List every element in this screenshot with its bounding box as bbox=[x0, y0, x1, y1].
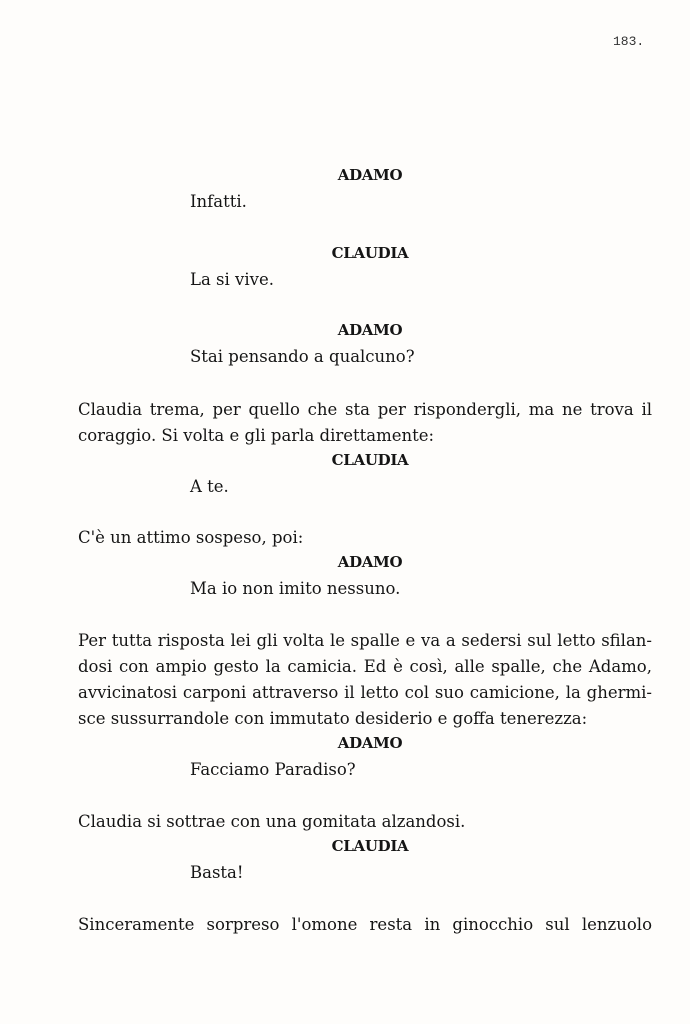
speaker-name: ADAMO bbox=[337, 166, 403, 184]
speaker-name: CLAUDIA bbox=[331, 451, 409, 469]
speaker-name: CLAUDIA bbox=[331, 244, 409, 262]
action-line: Sinceramente sorpreso l'omone resta in ginocchio sul lenzuolo bbox=[78, 915, 652, 934]
action-line: dosi con ampio gesto la camicia. Ed è così, alle spalle, che Adamo, bbox=[78, 657, 652, 676]
dialogue-line: Facciamo Paradiso? bbox=[190, 760, 356, 779]
action-line: sce sussurrandole con immutato desiderio e goffa tenerezza: bbox=[78, 709, 588, 728]
dialogue-line: Stai pensando a qualcuno? bbox=[190, 347, 415, 366]
dialogue-line: Infatti. bbox=[190, 192, 247, 211]
action-line: avvicinatosi carponi attraverso il letto col suo camicione, la ghermi- bbox=[78, 683, 652, 702]
dialogue-line: A te. bbox=[190, 477, 229, 496]
action-line: Claudia trema, per quello che sta per rispondergli, ma ne trova il bbox=[78, 400, 652, 419]
speaker-name: CLAUDIA bbox=[331, 837, 409, 855]
speaker-name: ADAMO bbox=[337, 734, 403, 752]
action-line: Per tutta risposta lei gli volta le spalle e va a sedersi sul letto sfilan- bbox=[78, 631, 652, 650]
dialogue-line: Ma io non imito nessuno. bbox=[190, 579, 401, 598]
action-line: coraggio. Si volta e gli parla direttamente: bbox=[78, 426, 435, 445]
speaker-name: ADAMO bbox=[337, 321, 403, 339]
action-line: Claudia si sottrae con una gomitata alzandosi. bbox=[78, 812, 466, 831]
page-number: 183. bbox=[613, 34, 645, 49]
dialogue-line: La si vive. bbox=[190, 270, 274, 289]
speaker-name: ADAMO bbox=[337, 553, 403, 571]
dialogue-line: Basta! bbox=[190, 863, 244, 882]
action-line: C'è un attimo sospeso, poi: bbox=[78, 528, 304, 547]
